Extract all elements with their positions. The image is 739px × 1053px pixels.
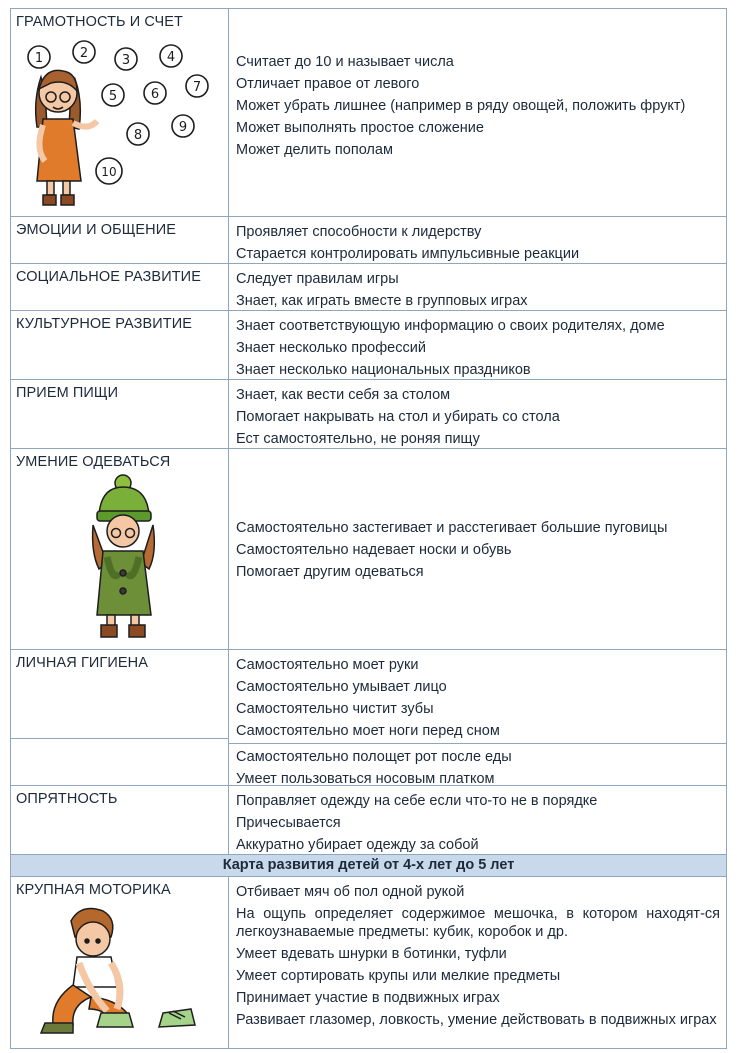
list-item: Аккуратно убирает одежду за собой <box>236 837 479 853</box>
category-label: ГРАМОТНОСТЬ И СЧЕТ <box>16 14 184 30</box>
list-item: Может выполнять простое сложение <box>236 120 484 136</box>
number-bubble <box>172 115 194 137</box>
category-cell <box>11 380 229 448</box>
table-row <box>11 786 727 855</box>
category-cell <box>11 877 229 1048</box>
list-item: Знает, как играть вместе в групповых играх <box>236 293 528 309</box>
category-label: ПРИЕМ ПИЩИ <box>16 385 119 401</box>
list-item: Самостоятельно чистит зубы <box>236 701 434 717</box>
number-bubble <box>96 158 122 184</box>
list-item: Следует правилам игры <box>236 271 399 287</box>
list-item: Умеет пользоваться носовым платком <box>236 771 495 787</box>
category-cell <box>11 217 229 263</box>
list-item: Развивает глазомер, ловкость, умение действовать в подвижных играх <box>236 1012 717 1028</box>
list-item: Помогает другим одеваться <box>236 564 424 580</box>
list-item: Ест самостоятельно, не роняя пищу <box>236 431 480 447</box>
list-item: Старается контролировать импульсивные реакции <box>236 246 580 262</box>
items-cell <box>229 786 727 854</box>
empty-category-cell <box>11 739 228 785</box>
list-item: Знает, как вести себя за столом <box>236 387 451 403</box>
list-item: Умеет сортировать крупы или мелкие предметы <box>236 968 561 984</box>
svg-text:6: 6 <box>150 87 160 102</box>
items-cell <box>229 9 727 216</box>
category-label: ЛИЧНАЯ ГИГИЕНА <box>11 650 228 739</box>
category-cell <box>11 650 229 785</box>
category-cell <box>11 449 229 649</box>
list-item: Самостоятельно застегивает и расстегивает большие пуговицы <box>236 520 668 536</box>
table-row <box>11 217 727 264</box>
category-label: ОПРЯТНОСТЬ <box>16 791 118 807</box>
boy-tying-shoes-illustration <box>31 901 211 1041</box>
svg-text:10: 10 <box>101 165 117 179</box>
dressing-girl-illustration <box>83 473 173 643</box>
category-cell <box>11 786 229 854</box>
table-row <box>11 877 727 1049</box>
category-label: КРУПНАЯ МОТОРИКА <box>16 882 171 898</box>
list-item: Проявляет способности к лидерству <box>236 224 482 240</box>
divider <box>229 743 726 744</box>
items-cell <box>229 264 727 310</box>
list-item: На ощупь определяет содержимое мешочка, в котором находят-ся легкоузнаваемые предметы: кубик, коробок и др. <box>236 906 720 940</box>
list-item: Самостоятельно моет руки <box>236 657 419 673</box>
svg-text:5: 5 <box>108 89 118 104</box>
list-item: Считает до 10 и называет числа <box>236 54 454 70</box>
list-item: Знает несколько профессий <box>236 340 426 356</box>
list-item: Помогает накрывать на стол и убирать со стола <box>236 409 560 425</box>
category-label: КУЛЬТУРНОЕ РАЗВИТИЕ <box>16 316 193 332</box>
number-bubble <box>144 82 166 104</box>
svg-text:8: 8 <box>133 128 143 143</box>
list-item: Может убрать лишнее (например в ряду овощей, положить фрукт) <box>236 98 686 114</box>
category-label: СОЦИАЛЬНОЕ РАЗВИТИЕ <box>16 269 201 285</box>
list-item: Самостоятельно умывает лицо <box>236 679 447 695</box>
number-bubble <box>115 48 137 70</box>
svg-text:3: 3 <box>121 53 131 68</box>
table-row <box>11 650 727 786</box>
table-row <box>11 311 727 380</box>
table-row <box>11 9 727 217</box>
number-bubble <box>73 41 95 63</box>
svg-text:7: 7 <box>192 80 202 95</box>
counting-girl-illustration <box>11 31 226 211</box>
list-item: Знает несколько национальных праздников <box>236 362 531 378</box>
list-item: Самостоятельно надевает носки и обувь <box>236 542 512 558</box>
category-cell <box>11 311 229 379</box>
number-bubble <box>160 45 182 67</box>
items-cell <box>229 877 727 1048</box>
list-item: Причесывается <box>236 815 341 831</box>
list-item: Знает соответствующую информацию о своих родителях, доме <box>236 318 665 334</box>
list-item: Может делить пополам <box>236 142 393 158</box>
number-bubble <box>186 75 208 97</box>
list-item: Самостоятельно полощет рот после еды <box>236 749 512 765</box>
number-bubble <box>102 84 124 106</box>
list-item: Отличает правое от левого <box>236 76 420 92</box>
list-item: Самостоятельно моет ноги перед сном <box>236 723 500 739</box>
table-row <box>11 380 727 449</box>
development-table <box>10 8 727 1049</box>
items-cell <box>229 380 727 448</box>
list-item: Отбивает мяч об пол одной рукой <box>236 884 465 900</box>
items-cell <box>229 217 727 263</box>
items-cell <box>229 650 727 785</box>
items-cell <box>229 449 727 649</box>
list-item: Поправляет одежду на себе если что-то не в порядке <box>236 793 598 809</box>
number-bubble <box>28 46 50 68</box>
section-header: Карта развития детей от 4-х лет до 5 лет <box>11 855 727 876</box>
items-cell <box>229 311 727 379</box>
category-label: ЭМОЦИИ И ОБЩЕНИЕ <box>16 222 177 238</box>
table-row <box>11 264 727 311</box>
svg-text:2: 2 <box>79 46 89 61</box>
section-header-row <box>11 855 727 877</box>
number-bubble <box>127 123 149 145</box>
svg-text:1: 1 <box>34 51 44 66</box>
category-cell <box>11 9 229 216</box>
list-item: Умеет вдевать шнурки в ботинки, туфли <box>236 946 507 962</box>
category-label: УМЕНИЕ ОДЕВАТЬСЯ <box>16 454 171 470</box>
category-cell <box>11 264 229 310</box>
table-row <box>11 449 727 650</box>
svg-text:4: 4 <box>166 50 176 65</box>
list-item: Принимает участие в подвижных играх <box>236 990 500 1006</box>
svg-text:9: 9 <box>178 120 188 135</box>
